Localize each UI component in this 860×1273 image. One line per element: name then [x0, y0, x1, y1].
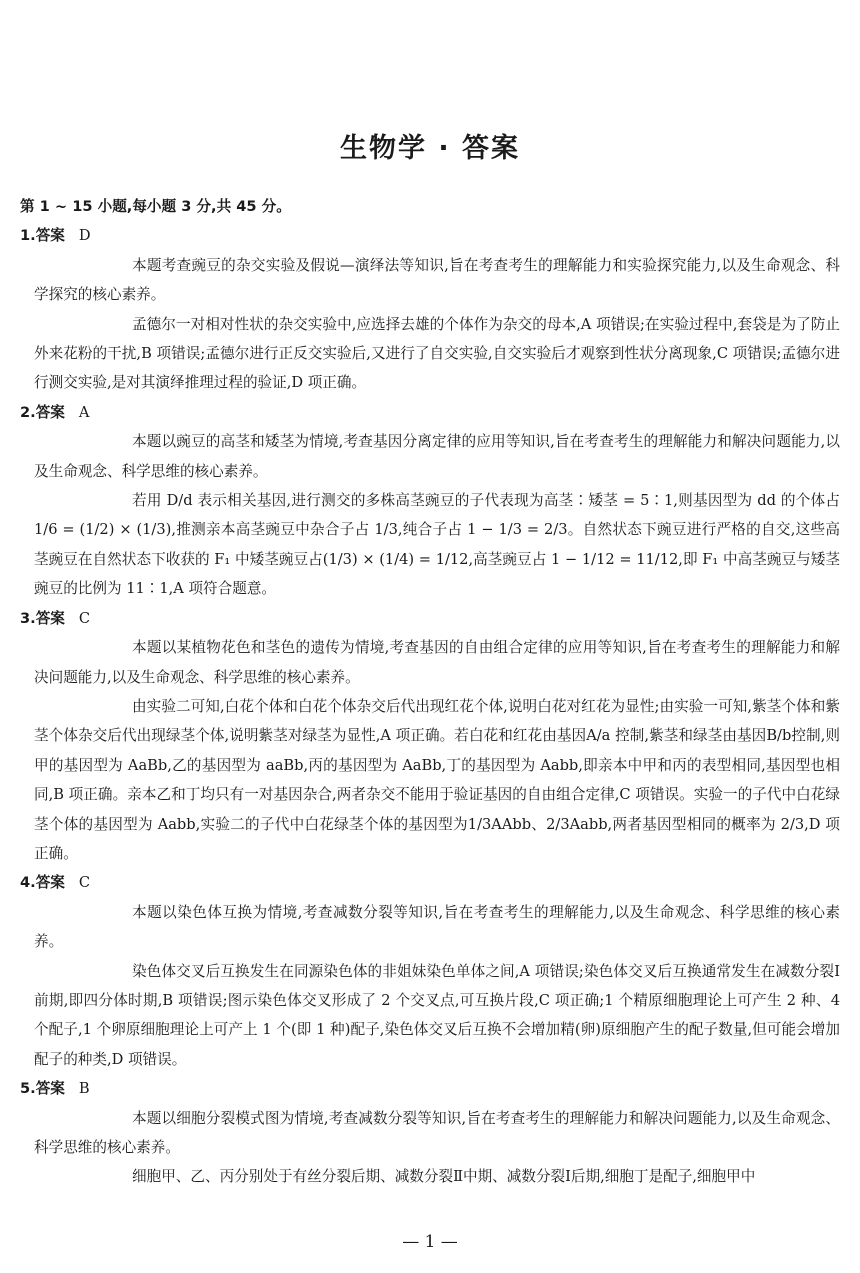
question-header: [20, 604, 840, 633]
answer-label: 答案: [35, 403, 65, 421]
section-intro: 第 1 ~ 15 小题,每小题 3 分,共 45 分。: [20, 198, 291, 215]
answer-content: [20, 192, 840, 1192]
question-paragraph: 本题以染色体互换为情境,考查减数分裂等知识,旨在考查考生的理解能力,以及生命观念、科学思维的核心素养。: [34, 903, 840, 951]
answer-option: B: [78, 1080, 90, 1098]
question-paragraph: 染色体交叉后互换发生在同源染色体的非姐妹染色单体之间,A 项错误;染色体交叉后互换通常发生在减数分裂Ⅰ前期,即四分体时期,B 项错误;图示染色体交叉形成了 2 个交叉点,可互换片段,C 项正确;1 个精原细胞理论上可产生 2 种、4 个配子,1 个卵原细胞理论上可产上 1 个(即 1 种)配子,染色体交叉后互换不会增加精(卵)原细胞产生的配子数量,但可能会增加配子的种类,D 项错误。: [34, 962, 840, 1068]
question-number: 5.: [20, 1080, 36, 1098]
question-2: [20, 398, 840, 604]
question-paragraph: 细胞甲、乙、丙分别处于有丝分裂后期、减数分裂Ⅱ中期、减数分裂Ⅰ后期,细胞丁是配子,细胞甲中: [132, 1168, 756, 1186]
question-paragraph: 本题以豌豆的高茎和矮茎为情境,考查基因分离定律的应用等知识,旨在考查考生的理解能力和解决问题能力,以及生命观念、科学思维的核心素养。: [34, 433, 840, 480]
question-paragraph: 孟德尔一对相对性状的杂交实验中,应选择去雄的个体作为杂交的母本,A 项错误;在实验过程中,套袋是为了防止外来花粉的干扰,B 项错误;孟德尔进行正反交实验后,又进行了自交实验,自交实验后才观察到性状分离现象,C 项错误;孟德尔进行测交实验,是对其演绎推理过程的验证,D 项正确。: [34, 315, 841, 392]
question-paragraph: 本题考查豌豆的杂交实验及假说—演绎法等知识,旨在考查考生的理解能力和实验探究能力,以及生命观念、科学探究的核心素养。: [34, 256, 840, 304]
question-1: [20, 221, 840, 397]
answer-option: A: [78, 403, 90, 421]
question-3: [20, 604, 840, 869]
question-number: 4.: [20, 874, 36, 892]
question-header: [20, 1074, 840, 1103]
question-number: 2.: [20, 403, 36, 421]
question-5: [20, 1074, 840, 1192]
question-paragraph: 本题以某植物花色和茎色的遗传为情境,考查基因的自由组合定律的应用等知识,旨在考查考生的理解能力和解决问题能力,以及生命观念、科学思维的核心素养。: [34, 639, 840, 686]
answer-option: C: [78, 609, 91, 627]
question-paragraph: 若用 D/d 表示相关基因,进行测交的多株高茎豌豆的子代表现为高茎∶矮茎 = 5∶1,则基因型为 dd 的个体占 1/6 = (1/2) × (1/3),推测亲本高茎豌豆中杂合子占 1/3,纯合子占 1 − 1/3 = 2/3。自然状态下豌豆进行严格的自交,这些高茎豌豆在自然状态下收获的 F₁ 中矮茎豌豆占(1/3) × (1/4) = 1/12,高茎豌豆占 1 − 1/12 = 11/12,即 F₁ 中高茎豌豆与矮茎豌豆的比例为 11∶1,A 项符合题意。: [34, 492, 840, 598]
answer-label: 答案: [35, 1080, 65, 1098]
question-4: [20, 868, 840, 1074]
answer-label: 答案: [35, 227, 65, 245]
question-number: 3.: [20, 609, 36, 627]
answer-option: D: [78, 227, 91, 245]
page-title: 生物学 · 答案: [339, 133, 521, 164]
answer-label: 答案: [35, 874, 65, 892]
page-number: — 1 —: [402, 1232, 458, 1252]
question-header: [20, 398, 840, 427]
question-paragraph: 由实验二可知,白花个体和白花个体杂交后代出现红花个体,说明白花对红花为显性;由实验一可知,紫茎个体和紫茎个体杂交后代出现绿茎个体,说明紫茎对绿茎为显性,A 项正确。若白花和红花由基因A/a 控制,紫茎和绿茎由基因B/b控制,则甲的基因型为 AaBb,乙的基因型为 aaBb,丙的基因型为 AaBb,丁的基因型为 Aabb,即亲本中甲和丙的表型相同,基因型也相同,B 项正确。亲本乙和丁均只有一对基因杂合,两者杂交不能用于验证基因的自由组合定律,C 项错误。实验一的子代中白花绿茎个体的基因型为 Aabb,实验二的子代中白花绿茎个体的基因型为1/3AAbb、2/3Aabb,两者基因型相同的概率为 2/3,D 项正确。: [34, 697, 840, 862]
answer-option: C: [78, 874, 91, 892]
question-header: [20, 868, 840, 897]
question-number: 1.: [20, 227, 36, 245]
question-paragraph: 本题以细胞分裂模式图为情境,考查减数分裂等知识,旨在考查考生的理解能力和解决问题能力,以及生命观念、科学思维的核心素养。: [34, 1109, 840, 1156]
answer-label: 答案: [35, 609, 65, 627]
question-header: [20, 221, 840, 250]
